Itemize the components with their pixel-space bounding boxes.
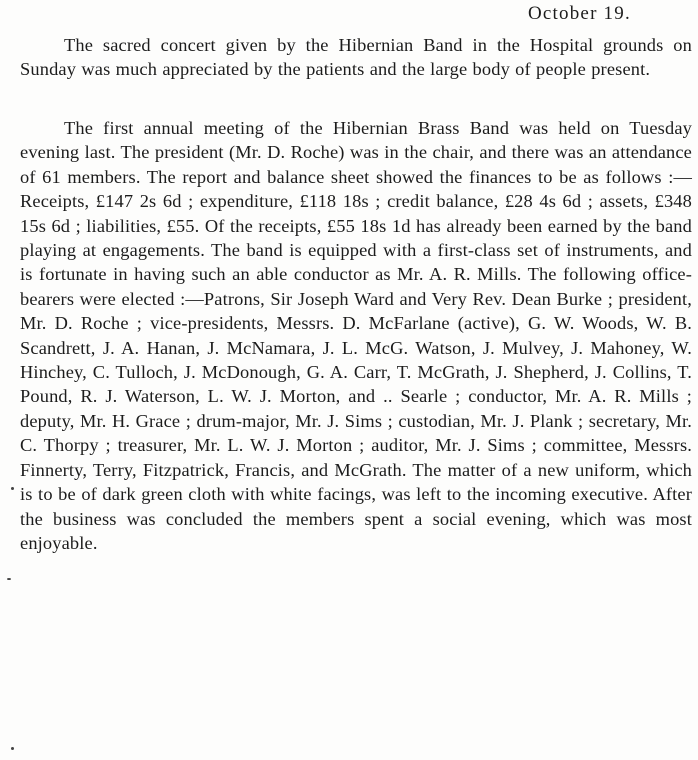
print-speck xyxy=(11,747,14,750)
article-paragraph-concert: The sacred concert given by the Hibernian Band in the Hospital grounds on Sunday was much appreciated by the patients and the large body of people present. xyxy=(20,35,692,80)
print-speck xyxy=(7,578,11,580)
dateline: October 19. xyxy=(528,3,631,24)
article-paragraph-annual-meeting: The first annual meeting of the Hibernian Brass Band was held on Tuesday evening last. The president (Mr. D. Roche) was in the chair, and there was an attendance of 61 members. The report and balance sheet showed the finances to be as follows :—Receipts, £147 2s 6d ; expenditure, £118 18s ; credit balance, £28 4s 6d ; assets, £348 15s 6d ; liabilities, £55. Of the receipts, £55 18s 1d has already been earned by the band playing at engagements. The band is equipped with a first-class set of instruments, and is fortunate in having such an able conductor as Mr. A. R. Mills. The following office-bearers were elected :—Patrons, Sir Joseph Ward and Very Rev. Dean Burke ; president, Mr. D. Roche ; vice-presidents, Messrs. D. McFarlane (active), G. W. Woods, W. B. Scandrett, J. A. Hanan, J. McNamara, J. L. McG. Watson, J. Mulvey, J. Mahoney, W. Hinchey, C. Tulloch, J. McDonough, G. A. Carr, T. McGrath, J. Shepherd, J. Collins, T. Pound, R. J. Waterson, L. W. J. Morton, and .. Searle ; conductor, Mr. A. R. Mills ; deputy, Mr. H. Grace ; drum-major, Mr. J. Sims ; custodian, Mr. J. Plank ; secretary, Mr. C. Thorpy ; treasurer, Mr. L. W. J. Morton ; auditor, Mr. J. Sims ; committee, Messrs. Finnerty, Terry, Fitzpatrick, Francis, and McGrath. The matter of a new uniform, which is to be of dark green cloth with white facings, was left to the incoming executive. After the business was concluded the members spent a social evening, which was most enjoyable. xyxy=(20,118,692,553)
print-speck xyxy=(11,487,14,490)
